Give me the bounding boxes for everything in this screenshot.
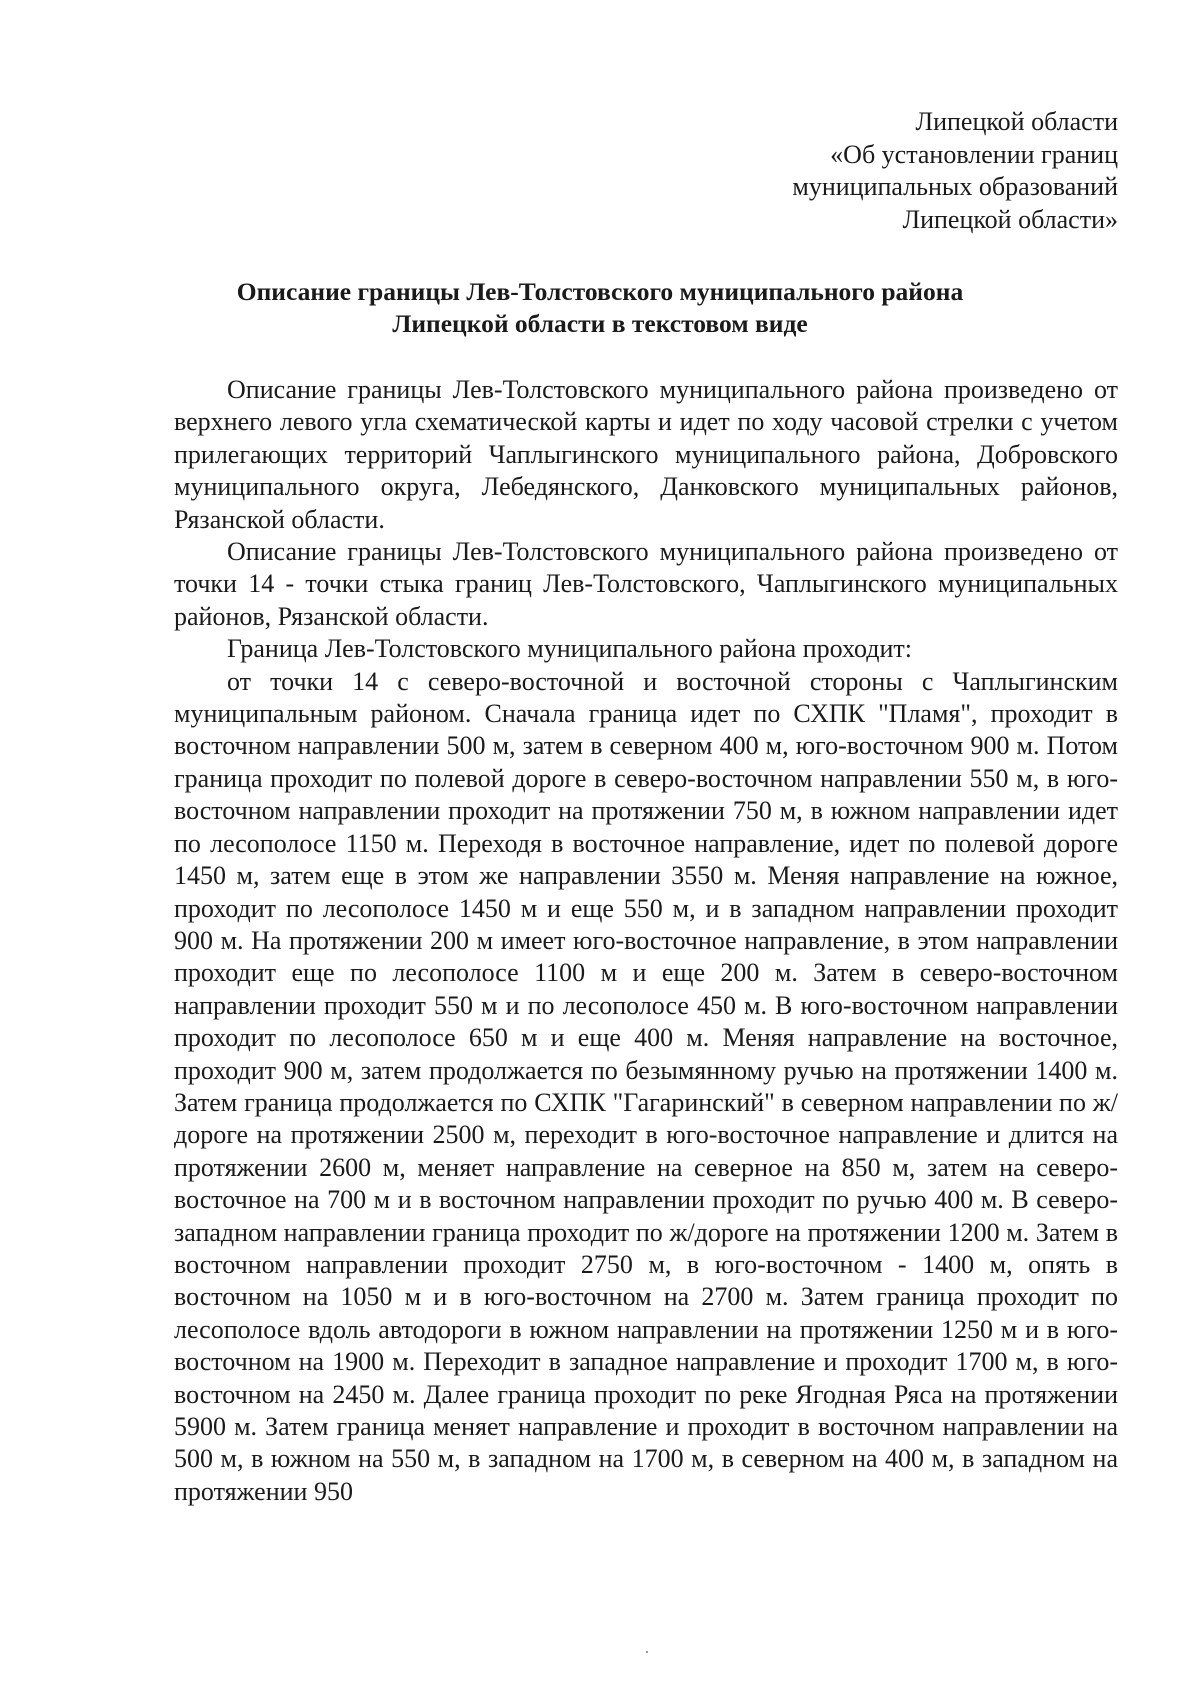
paragraph: Описание границы Лев-Толстовского муниципального района произведено от точки 14 - точки стыка границ Лев-Толстовского, Чаплыгинского муниципальных районов, Рязанской области. [174,537,1118,631]
header-line: «Об установлении границ [830,139,1118,169]
paragraph: от точки 14 с северо-восточной и восточной стороны с Чаплыгинским муниципальным районом. Сначала граница идет по СХПК "Пламя", проходит в восточном направлении 500 м, затем в северном 400 м, юго-восточном 900 м. Потом граница проходит по полевой дороге в северо-восточном направлении 550 м, в юго-восточном направлении проходит на протяжении 750 м, в южном направлении идет по лесополосе 1150 м. Переходя в восточное направление, идет по полевой дороге 1450 м, затем еще в этом же направлении 3550 м. Меняя направление на южное, проходит по лесополосе 1450 м и еще 550 м, и в западном направлении проходит 900 м. На протяжении 200 м имеет юго-восточное направление, в этом направлении проходит еще по лесополосе 1100 м и еще 200 м. Затем в северо-восточном направлении проходит 550 м и по лесополосе 450 м. В юго-восточном направлении проходит по лесополосе 650 м и еще 400 м. Меняя направление на восточное, проходит 900 м, затем продолжается по безымянному ручью на протяжении 1400 м. Затем граница продолжается по СХПК "Гагаринский" в северном направлении по ж/дороге на протяжении 2500 м, переходит в юго-восточное направление и длится на протяжении 2600 м, меняет направление на северное на 850 м, затем на северо-восточное на 700 м и в восточном направлении проходит по ручью 400 м. В северо-западном направлении граница проходит по ж/дороге на протяжении 1200 м. Затем в восточном направлении проходит 2750 м, в юго-восточном - 1400 м, опять в восточном на 1050 м и в юго-восточном на 2700 м. Затем граница проходит по лесополосе вдоль автодороги в южном направлении на протяжении 1250 м и в юго-восточном на 1900 м. Переходит в западное направление и проходит 1700 м, в юго-восточном на 2450 м. Далее граница проходит по реке Ягодная Ряса на протяжении 5900 м. Затем граница меняет направление и проходит в восточном направлении на 500 м, в южном на 550 м, в западном на 1700 м, в северном на 400 м, в западном на протяжении 950 [174,666,1118,1506]
header-reference [618,106,1118,236]
header-line: Липецкой области» [902,204,1118,234]
title-line-1: Описание границы Лев-Толстовского муниципального района [236,277,964,306]
document-body [174,374,1118,1508]
header-line: муниципальных образований [792,172,1118,201]
paragraph: Описание границы Лев-Толстовского муниципального района произведено от верхнего левого угла схематической карты и идет по ходу часовой стрелки с учетом прилегающих территорий Чаплыгинского муниципального района, Добровского муниципального округа, Лебедянского, Данковского муниципальных районов, Рязанской области. [174,375,1118,534]
header-line: Липецкой области [915,107,1118,136]
paragraph: Граница Лев-Толстовского муниципального района проходит: [227,634,912,664]
scan-speck [646,1651,648,1653]
document-title [0,276,1200,340]
title-line-2: Липецкой области в текстовом виде [392,309,808,338]
